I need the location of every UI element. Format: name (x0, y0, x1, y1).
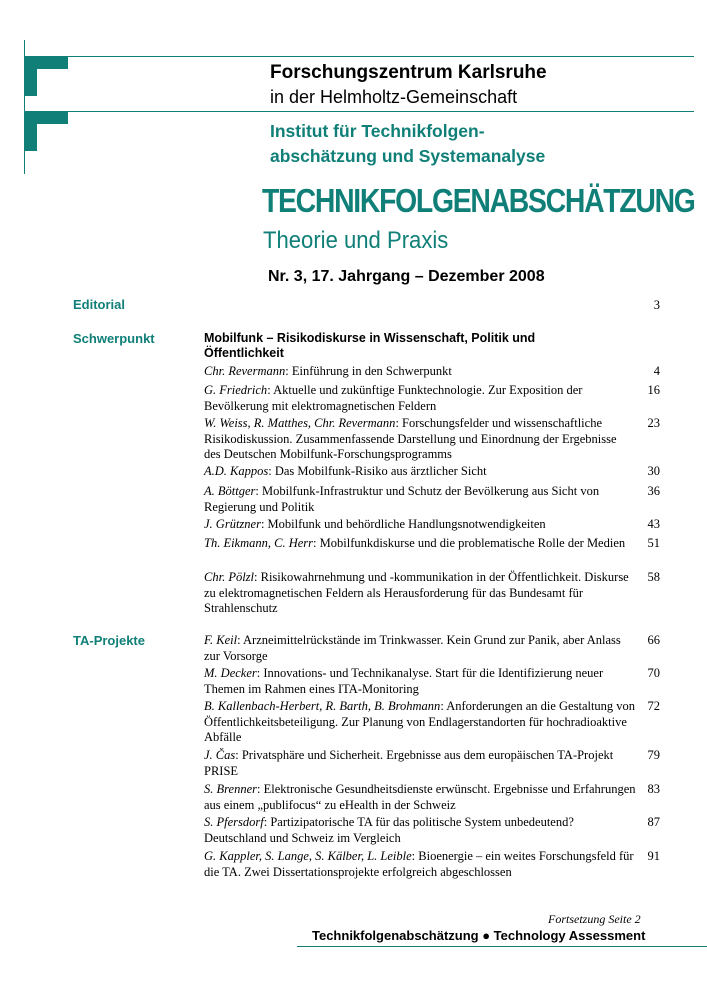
institute-name (270, 119, 670, 169)
entry-title: : Mobilfunkdiskurse und die problematische Rolle der Medien (313, 536, 626, 550)
entry-title: : Partizipatorische TA für das politische System unbedeutend? Deutschland und Schweiz im Vergleich (204, 815, 574, 845)
entry-title: : Aktuelle und zukünftige Funktechnologie. Zur Exposition der Bevölkerung mit elektromagnetischen Feldern (204, 383, 583, 413)
entry-title: : Anforderungen an die Gestaltung von Öffentlichkeitsbeteiligung. Zur Planung von Endlagerstandorten für hochradioaktive Abfälle (204, 699, 636, 744)
entry-author: G. Friedrich (204, 383, 268, 397)
toc-entry[interactable] (204, 464, 636, 480)
page-number-editorial: 3 (653, 298, 660, 312)
entry-author: A. Böttger (204, 484, 256, 498)
entry-author: F. Keil (204, 633, 238, 647)
schwerpunkt-heading (204, 331, 634, 361)
entry-page-number: 91 (647, 849, 660, 863)
entry-author: M. Decker (204, 666, 257, 680)
entry-page-number: 87 (647, 815, 660, 829)
journal-title: TECHNIKFOLGENABSCHÄTZUNG (262, 182, 695, 219)
schwerpunkt-heading-line-2: Öffentlichkeit (204, 346, 284, 360)
entry-page-number: 30 (647, 464, 660, 478)
toc-entry[interactable] (204, 699, 636, 746)
toc-entry[interactable] (204, 666, 636, 697)
header-rule-top (24, 56, 694, 57)
entry-title: : Das Mobilfunk-Risiko aus ärztlicher Sicht (268, 464, 487, 478)
entry-page-number: 70 (647, 666, 660, 680)
entry-author: S. Pfersdorf (204, 815, 264, 829)
schwerpunkt-heading-line-1: Mobilfunk – Risikodiskurse in Wissenschaft, Politik und (204, 331, 536, 345)
toc-entry[interactable] (204, 815, 636, 846)
toc-entry[interactable] (204, 782, 636, 813)
entry-page-number: 58 (647, 570, 660, 584)
logo-stem-lower (24, 111, 37, 151)
toc-entry[interactable] (204, 536, 636, 552)
toc-entry[interactable] (204, 633, 636, 664)
entry-title: : Privatsphäre und Sicherheit. Ergebnisse aus dem europäischen TA-Projekt PRISE (204, 748, 614, 778)
toc-entry[interactable] (204, 570, 636, 617)
entry-title: : Arzneimittelrückstände im Trinkwasser. Kein Grund zur Panik, aber Anlass zur Vorsorge (204, 633, 621, 663)
journal-subtitle: Theorie und Praxis (263, 227, 449, 254)
entry-title: : Mobilfunk-Infrastruktur und Schutz der Bevölkerung aus Sicht von Regierung und Politik (204, 484, 600, 514)
entry-page-number: 72 (647, 699, 660, 713)
entry-title: : Risikowahrnehmung und -kommunikation in der Öffentlichkeit. Diskurse zu elektromagnetischen Feldern als Herausforderung für das Bundesamt für Strahlenschutz (204, 570, 629, 615)
entry-author: Th. Eikmann, C. Herr (204, 536, 314, 550)
entry-title: : Elektronische Gesundheitsdienste erwünscht. Ergebnisse und Erfahrungen aus einem „publifocus“ zu eHealth in der Schweiz (204, 782, 636, 812)
entry-title: : Forschungsfelder und wissenschaftliche Risikodiskussion. Zusammenfassende Darstellung und Einordnung der Ergebnisse des Deutschen Mobilfunk-Forschungsprogramms (204, 416, 617, 461)
section-label-schwerpunkt: Schwerpunkt (73, 331, 155, 346)
toc-entry[interactable] (204, 748, 636, 779)
entry-page-number: 4 (653, 364, 660, 378)
entry-author: G. Kappler, S. Lange, S. Kälber, L. Leible (204, 849, 412, 863)
entry-page-number: 83 (647, 782, 660, 796)
logo-stem-upper (24, 56, 37, 96)
entry-page-number: 23 (647, 416, 660, 430)
footer-rule (297, 946, 707, 947)
entry-author: S. Brenner (204, 782, 257, 796)
entry-page-number: 36 (647, 484, 660, 498)
entry-author: A.D. Kappos (204, 464, 269, 478)
entry-author: B. Kallenbach-Herbert, R. Barth, B. Brohmann (204, 699, 441, 713)
entry-author: W. Weiss, R. Matthes, Chr. Revermann (204, 416, 396, 430)
footer-journal-line: Technikfolgenabschätzung ● Technology Assessment (312, 928, 646, 943)
entry-author: J. Čas (204, 748, 236, 762)
entry-page-number: 43 (647, 517, 660, 531)
toc-entry[interactable] (204, 849, 636, 880)
entry-title: : Innovations- und Technikanalyse. Start für die Identifizierung neuer Themen im Rahmen eines ITA-Monitoring (204, 666, 604, 696)
toc-entry[interactable] (204, 364, 636, 380)
entry-author: Chr. Pölzl (204, 570, 255, 584)
toc-entry[interactable] (204, 517, 636, 533)
institute-line-1: Institut für Technikfolgen- (270, 121, 485, 141)
entry-author: J. Grützner (204, 517, 261, 531)
section-label-editorial: Editorial (73, 297, 126, 312)
institute-line-2: abschätzung und Systemanalyse (270, 146, 546, 166)
org-name: Forschungszentrum Karlsruhe (270, 62, 547, 83)
toc-entry[interactable] (204, 383, 636, 414)
issue-info: Nr. 3, 17. Jahrgang – Dezember 2008 (268, 268, 545, 285)
entry-page-number: 16 (647, 383, 660, 397)
entry-page-number: 79 (647, 748, 660, 762)
toc-entry[interactable] (204, 484, 636, 515)
entry-page-number: 51 (647, 536, 660, 550)
org-affiliation: in der Helmholtz-Gemeinschaft (270, 87, 518, 107)
entry-title: : Einführung in den Schwerpunkt (285, 364, 452, 378)
entry-title: : Mobilfunk und behördliche Handlungsnotwendigkeiten (260, 517, 546, 531)
toc-entry[interactable] (204, 416, 636, 463)
entry-author: Chr. Revermann (204, 364, 286, 378)
header-rule-middle (24, 111, 694, 112)
continued-note: Fortsetzung Seite 2 (548, 912, 641, 926)
entry-title: : Bioenergie – ein weites Forschungsfeld für die TA. Zwei Dissertationsprojekte erfolgreich abgeschlossen (204, 849, 634, 879)
section-label-ta-projekte: TA-Projekte (73, 633, 145, 648)
entry-page-number: 66 (647, 633, 660, 647)
